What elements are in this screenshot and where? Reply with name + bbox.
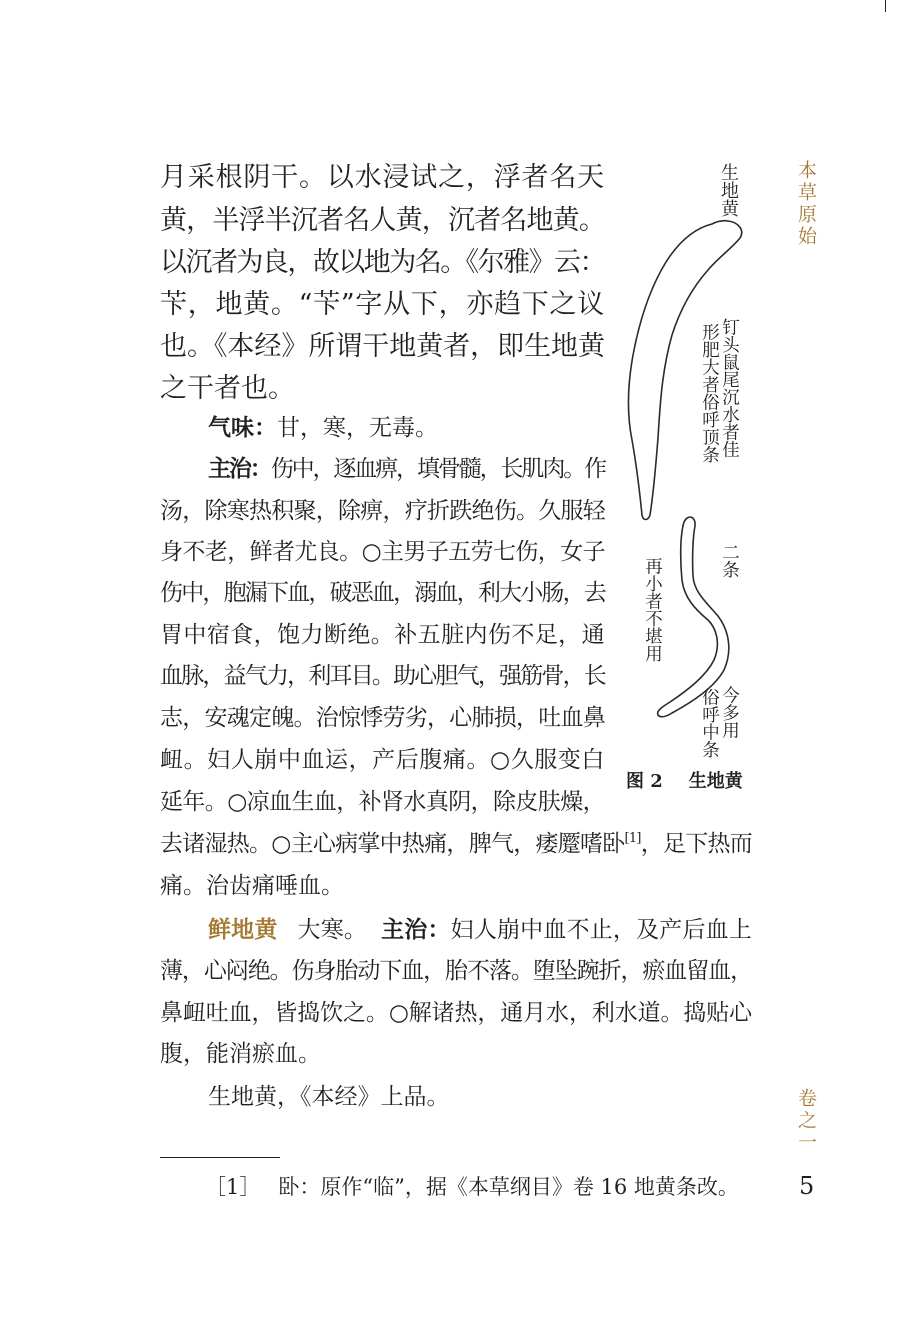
footnote-reference: [1] <box>624 831 641 846</box>
running-head-volume: 卷之一 <box>795 1088 817 1154</box>
zhuzhi-ref-before: 去诸湿热。○主心病掌中热痛，脾气，痿蹷嗜卧 <box>160 831 625 857</box>
figure-caption <box>626 770 743 794</box>
intro-line-3: 以沉者为良，故以地为名。《尔雅》云： <box>160 247 605 278</box>
figure-label-jin-duo: 今多用 <box>719 686 740 739</box>
zhuzhi-ref-after: ，足下热而 <box>640 831 752 857</box>
footnote-marker: ［1］ <box>205 1175 261 1199</box>
footnote-divider <box>160 1157 280 1158</box>
grade-note: 生地黄，《本经》上品。 <box>208 1084 450 1110</box>
intro-line-4: 苄，地黄。“苄”字从下，亦趋下之议 <box>160 289 605 320</box>
figure-illustration <box>600 200 770 740</box>
zhuzhi-line-9: 延年。○凉血生血，补肾水真阴，除皮肤燥， <box>160 789 605 815</box>
zhuzhi-line-7: 志，安魂定魄。治惊悸劳劣，心肺损，吐血鼻 <box>160 705 605 731</box>
figure-label-er-tiao: 二条 <box>719 543 740 578</box>
xian-dihuang-text-1: 妇人崩中血不止，及产后血上 <box>450 917 753 943</box>
zhuzhi-text-1: 伤中，逐血痹，填骨髓，长肌肉。作 <box>270 456 606 482</box>
xian-dihuang-line-4: 腹，能消瘀血。 <box>160 1041 321 1067</box>
xian-dihuang-line-1 <box>208 909 752 951</box>
zhuzhi-line-11: 痛。治齿痛唾血。 <box>160 873 344 899</box>
intro-line-1: 月采根阴干。以水浸试之，浮者名天 <box>160 162 605 193</box>
zhuzhi-label: 主治： <box>208 455 271 482</box>
zhuzhi-line-10 <box>160 823 752 865</box>
qiwei-text: 甘，寒，无毒。 <box>277 415 438 441</box>
intro-line-6: 之干者也。 <box>160 373 295 404</box>
zhuzhi-line-8: 衄。妇人崩中血运，产后腹痛。○久服变白 <box>160 747 605 773</box>
zhuzhi-line-3: 身不老，鲜者尤良。○主男子五劳七伤，女子 <box>160 539 605 565</box>
footnote-text: 卧：原作“临”，据《本草纲目》卷 16 地黄条改。 <box>278 1175 739 1199</box>
figure-caption-title: 生地黄 <box>688 771 743 792</box>
footnote <box>205 1166 739 1208</box>
xian-dihuang-line-3: 鼻衄吐血，皆捣饮之。○解诸热，通月水，利水道。捣贴心 <box>160 1000 752 1026</box>
intro-line-2: 黄，半浮半沉者名人黄，沉者名地黄。 <box>160 205 605 236</box>
crop-mark <box>885 0 886 12</box>
zhuzhi-line-4: 伤中，胞漏下血，破恶血，溺血，利大小肠，去 <box>160 580 606 606</box>
zhuzhi-line-1 <box>208 448 605 490</box>
running-head-book-title: 本草原始 <box>795 160 817 248</box>
xian-dihuang-line-2: 薄，心闷绝。伤身胎动下血，胎不落。堕坠踠折，瘀血留血， <box>160 958 753 984</box>
figure-caption-number: 图 2 <box>626 771 663 792</box>
figure-top-label: 生地黄 <box>718 163 739 217</box>
zhuzhi-line-5: 胃中宿食，饱力断绝。补五脏内伤不足，通 <box>160 622 605 648</box>
figure-label-ding-tou: 钉头鼠尾沉水者佳 <box>719 318 740 458</box>
figure-label-xing-fei: 形肥大者俗呼顶条 <box>699 323 720 463</box>
zhuzhi-line-2: 汤，除寒热积聚，除痹，疗折跌绝伤。久服轻 <box>160 498 605 524</box>
xian-dihuang-nature: 大寒。 <box>297 917 368 943</box>
figure-label-zhong-tiao: 俗呼中条 <box>699 688 720 758</box>
qiwei-label: 气味： <box>208 414 277 441</box>
qiwei-line <box>208 407 605 449</box>
intro-line-5: 也。《本经》所谓干地黄者，即生地黄 <box>160 331 605 362</box>
xian-dihuang-label: 主治： <box>381 916 451 943</box>
zhuzhi-line-6: 血脉，益气力，利耳目。助心胆气，强筋骨，长 <box>160 663 606 689</box>
root-small-outline <box>658 517 729 717</box>
page-number: 5 <box>799 1172 815 1200</box>
xian-dihuang-name: 鲜地黄 <box>208 916 278 943</box>
figure-label-zai-xiao: 再小者不堪用 <box>642 557 663 662</box>
